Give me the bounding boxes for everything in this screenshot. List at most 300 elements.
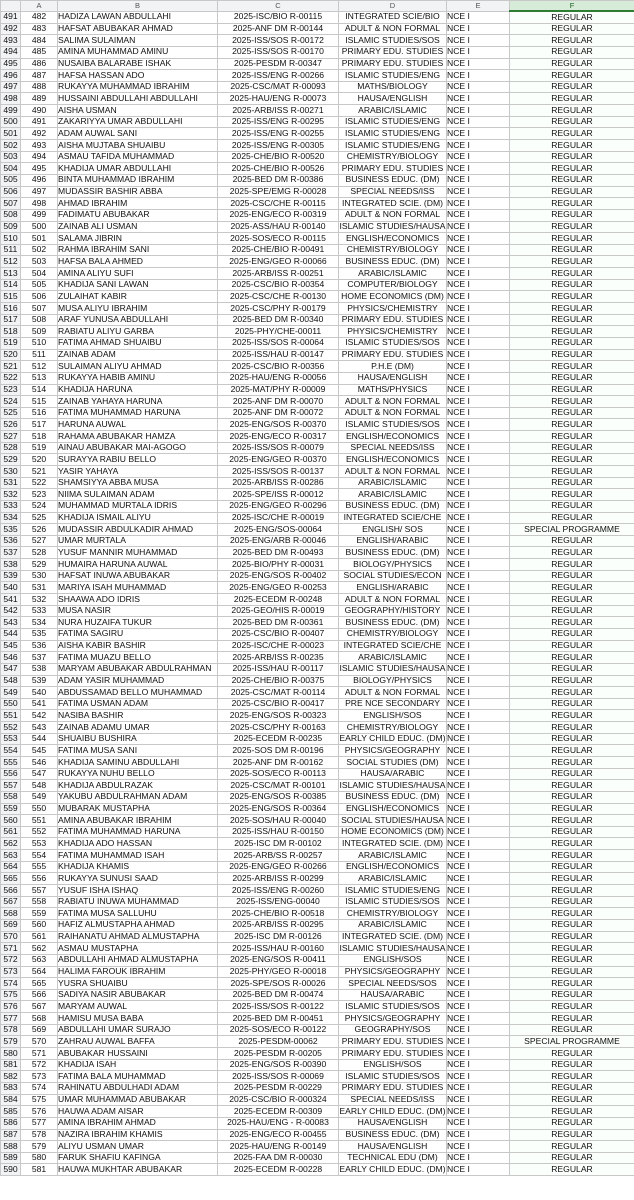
- row-number-header[interactable]: 511: [1, 244, 21, 256]
- name-cell[interactable]: ASMAU MUSTAPHA: [58, 943, 218, 955]
- name-cell[interactable]: HARUNA AUWAL: [58, 419, 218, 431]
- name-cell[interactable]: NUSAIBA BALARABE ISHAK: [58, 58, 218, 70]
- serial-cell[interactable]: 510: [21, 337, 58, 349]
- row-number-header[interactable]: 569: [1, 919, 21, 931]
- programme-cell[interactable]: REGULAR: [510, 442, 634, 454]
- row-number-header[interactable]: 574: [1, 978, 21, 990]
- row-number-header[interactable]: 523: [1, 384, 21, 396]
- course-cell[interactable]: ARABIC/ISLAMIC: [339, 105, 447, 117]
- course-cell[interactable]: ISLAMIC STUDIES/SOS: [339, 337, 447, 349]
- course-cell[interactable]: ISLAMIC STUDIES/SOS: [339, 1071, 447, 1083]
- level-cell[interactable]: NCE I: [447, 105, 510, 117]
- name-cell[interactable]: FARUK SHAFIU KAFINGA: [58, 1152, 218, 1164]
- row-number-header[interactable]: 500: [1, 116, 21, 128]
- row-number-header[interactable]: 553: [1, 733, 21, 745]
- reg-number-cell[interactable]: 2025-ARB/ISS R-00235: [218, 652, 339, 664]
- course-cell[interactable]: BUSINESS EDUC. (DM): [339, 791, 447, 803]
- name-cell[interactable]: AISHA USMAN: [58, 105, 218, 117]
- row-number-header[interactable]: 504: [1, 163, 21, 175]
- row-number-header[interactable]: 570: [1, 931, 21, 943]
- programme-cell[interactable]: REGULAR: [510, 733, 634, 745]
- row-number-header[interactable]: 542: [1, 605, 21, 617]
- name-cell[interactable]: FATIMA MUHAMMAD HARUNA: [58, 826, 218, 838]
- course-cell[interactable]: ARABIC/ISLAMIC: [339, 489, 447, 501]
- reg-number-cell[interactable]: 2025-SPE/EMG R-00028: [218, 186, 339, 198]
- row-number-header[interactable]: 535: [1, 524, 21, 536]
- reg-number-cell[interactable]: 2025-ENG/GEO R-00296: [218, 500, 339, 512]
- serial-cell[interactable]: 552: [21, 826, 58, 838]
- row-number-header[interactable]: 547: [1, 663, 21, 675]
- row-number-header[interactable]: 506: [1, 186, 21, 198]
- reg-number-cell[interactable]: 2025-CSC/BIO R-00356: [218, 361, 339, 373]
- name-cell[interactable]: MUSA NASIR: [58, 605, 218, 617]
- serial-cell[interactable]: 567: [21, 1001, 58, 1013]
- programme-cell[interactable]: REGULAR: [510, 303, 634, 315]
- serial-cell[interactable]: 494: [21, 151, 58, 163]
- course-cell[interactable]: CHEMISTRY/BIOLOGY: [339, 628, 447, 640]
- programme-cell[interactable]: REGULAR: [510, 1048, 634, 1060]
- programme-cell[interactable]: REGULAR: [510, 954, 634, 966]
- name-cell[interactable]: FATIMA MUSA SANI: [58, 745, 218, 757]
- name-cell[interactable]: KHADIJA SANI LAWAN: [58, 279, 218, 291]
- name-cell[interactable]: HAFSAT ABUBAKAR AHMAD: [58, 23, 218, 35]
- row-number-header[interactable]: 519: [1, 337, 21, 349]
- name-cell[interactable]: ASMAU TAFIDA MUHAMMAD: [58, 151, 218, 163]
- name-cell[interactable]: NASIBA BASHIR: [58, 710, 218, 722]
- level-cell[interactable]: NCE I: [447, 1001, 510, 1013]
- course-cell[interactable]: INTEGRATED SCIE. (DM): [339, 931, 447, 943]
- level-cell[interactable]: NCE I: [447, 303, 510, 315]
- name-cell[interactable]: RUKAYYA NUHU BELLO: [58, 768, 218, 780]
- row-number-header[interactable]: 572: [1, 954, 21, 966]
- programme-cell[interactable]: REGULAR: [510, 151, 634, 163]
- reg-number-cell[interactable]: 2025-ISS/ENG R-00266: [218, 70, 339, 82]
- level-cell[interactable]: NCE I: [447, 58, 510, 70]
- row-number-header[interactable]: 502: [1, 140, 21, 152]
- course-cell[interactable]: ARABIC/ISLAMIC: [339, 652, 447, 664]
- reg-number-cell[interactable]: 2025-ENG/SOS R-00402: [218, 570, 339, 582]
- row-number-header[interactable]: 525: [1, 407, 21, 419]
- programme-cell[interactable]: REGULAR: [510, 1024, 634, 1036]
- serial-cell[interactable]: 568: [21, 1013, 58, 1025]
- reg-number-cell[interactable]: 2025-ISS/SOS R-00172: [218, 35, 339, 47]
- name-cell[interactable]: AISHA MUJTABA SHUAIBU: [58, 140, 218, 152]
- serial-cell[interactable]: 484: [21, 35, 58, 47]
- serial-cell[interactable]: 549: [21, 791, 58, 803]
- reg-number-cell[interactable]: 2025-SOS/ECO R-00122: [218, 1024, 339, 1036]
- course-cell[interactable]: PRIMARY EDU. STUDIES: [339, 349, 447, 361]
- serial-cell[interactable]: 505: [21, 279, 58, 291]
- programme-cell[interactable]: REGULAR: [510, 233, 634, 245]
- row-number-header[interactable]: 521: [1, 361, 21, 373]
- course-cell[interactable]: ADULT & NON FORMAL: [339, 687, 447, 699]
- programme-cell[interactable]: REGULAR: [510, 419, 634, 431]
- reg-number-cell[interactable]: 2025-SPE/SOS R-00026: [218, 978, 339, 990]
- reg-number-cell[interactable]: 2025-ECEDM R-00248: [218, 594, 339, 606]
- row-number-header[interactable]: 492: [1, 23, 21, 35]
- row-number-header[interactable]: 518: [1, 326, 21, 338]
- reg-number-cell[interactable]: 2025-ECEDM R-00235: [218, 733, 339, 745]
- programme-cell[interactable]: REGULAR: [510, 1094, 634, 1106]
- programme-cell[interactable]: REGULAR: [510, 559, 634, 571]
- level-cell[interactable]: NCE I: [447, 465, 510, 477]
- level-cell[interactable]: NCE I: [447, 873, 510, 885]
- programme-cell[interactable]: REGULAR: [510, 978, 634, 990]
- name-cell[interactable]: HAFSA HASSAN ADO: [58, 70, 218, 82]
- level-cell[interactable]: NCE I: [447, 628, 510, 640]
- level-cell[interactable]: NCE I: [447, 512, 510, 524]
- course-cell[interactable]: GEOGRAPHY/SOS: [339, 1024, 447, 1036]
- name-cell[interactable]: MUHAMMAD MURTALA IDRIS: [58, 500, 218, 512]
- programme-cell[interactable]: REGULAR: [510, 349, 634, 361]
- programme-cell[interactable]: REGULAR: [510, 23, 634, 35]
- reg-number-cell[interactable]: 2025-ISS/HAU R-00150: [218, 826, 339, 838]
- programme-cell[interactable]: REGULAR: [510, 570, 634, 582]
- level-cell[interactable]: NCE I: [447, 733, 510, 745]
- reg-number-cell[interactable]: 2025-ENG/ECO R-00319: [218, 209, 339, 221]
- name-cell[interactable]: MUBARAK MUSTAPHA: [58, 803, 218, 815]
- serial-cell[interactable]: 546: [21, 757, 58, 769]
- programme-cell[interactable]: REGULAR: [510, 722, 634, 734]
- reg-number-cell[interactable]: 2025-CSC/BIO R-00417: [218, 698, 339, 710]
- name-cell[interactable]: RABIATU INUWA MUHAMMAD: [58, 896, 218, 908]
- serial-cell[interactable]: 485: [21, 46, 58, 58]
- programme-cell[interactable]: REGULAR: [510, 547, 634, 559]
- name-cell[interactable]: ABDUSSAMAD BELLO MUHAMMAD: [58, 687, 218, 699]
- course-cell[interactable]: PRIMARY EDU. STUDIES: [339, 58, 447, 70]
- programme-cell[interactable]: REGULAR: [510, 931, 634, 943]
- level-cell[interactable]: NCE I: [447, 652, 510, 664]
- level-cell[interactable]: NCE I: [447, 838, 510, 850]
- level-cell[interactable]: NCE I: [447, 431, 510, 443]
- serial-cell[interactable]: 581: [21, 1164, 58, 1176]
- name-cell[interactable]: BINTA MUHAMMAD IBRAHIM: [58, 174, 218, 186]
- programme-cell[interactable]: REGULAR: [510, 943, 634, 955]
- reg-number-cell[interactable]: 2025-ARB/ISS R-00286: [218, 477, 339, 489]
- programme-cell[interactable]: REGULAR: [510, 628, 634, 640]
- name-cell[interactable]: YASIR YAHAYA: [58, 465, 218, 477]
- course-cell[interactable]: PHYSICS/GEOGRAPHY: [339, 966, 447, 978]
- row-number-header[interactable]: 558: [1, 791, 21, 803]
- level-cell[interactable]: NCE I: [447, 244, 510, 256]
- programme-cell[interactable]: REGULAR: [510, 989, 634, 1001]
- reg-number-cell[interactable]: 2025-ISS/SOS R-00137: [218, 465, 339, 477]
- serial-cell[interactable]: 526: [21, 524, 58, 536]
- reg-number-cell[interactable]: 2025-HAU/ENG R-00073: [218, 93, 339, 105]
- name-cell[interactable]: ADAM AUWAL SANI: [58, 128, 218, 140]
- reg-number-cell[interactable]: 2025-PESDM R-00347: [218, 58, 339, 70]
- row-number-header[interactable]: 583: [1, 1082, 21, 1094]
- course-cell[interactable]: SPECIAL NEEDS/ISS: [339, 186, 447, 198]
- programme-cell[interactable]: REGULAR: [510, 361, 634, 373]
- programme-cell[interactable]: REGULAR: [510, 1082, 634, 1094]
- course-cell[interactable]: SPECIAL NEEDS/SOS: [339, 978, 447, 990]
- name-cell[interactable]: KHADIJA UMAR ABDULLAHI: [58, 163, 218, 175]
- programme-cell[interactable]: REGULAR: [510, 1001, 634, 1013]
- level-cell[interactable]: NCE I: [447, 1164, 510, 1176]
- programme-cell[interactable]: REGULAR: [510, 652, 634, 664]
- name-cell[interactable]: RUKAYYA HABIB AMINU: [58, 372, 218, 384]
- name-cell[interactable]: MUDASSIR BASHIR ABBA: [58, 186, 218, 198]
- reg-number-cell[interactable]: 2025-CSC/MAT R-00101: [218, 780, 339, 792]
- name-cell[interactable]: YUSUF ISHA ISHAQ: [58, 885, 218, 897]
- row-number-header[interactable]: 513: [1, 268, 21, 280]
- serial-cell[interactable]: 564: [21, 966, 58, 978]
- course-cell[interactable]: INTEGRATED SCIE/BIO: [339, 11, 447, 23]
- programme-cell[interactable]: REGULAR: [510, 710, 634, 722]
- programme-cell[interactable]: REGULAR: [510, 198, 634, 210]
- row-number-header[interactable]: 573: [1, 966, 21, 978]
- reg-number-cell[interactable]: 2025-ISS/ENG R-00295: [218, 116, 339, 128]
- row-number-header[interactable]: 577: [1, 1013, 21, 1025]
- level-cell[interactable]: NCE I: [447, 279, 510, 291]
- name-cell[interactable]: RABIATU ALIYU GARBA: [58, 326, 218, 338]
- level-cell[interactable]: NCE I: [447, 1024, 510, 1036]
- serial-cell[interactable]: 565: [21, 978, 58, 990]
- level-cell[interactable]: NCE I: [447, 268, 510, 280]
- programme-cell[interactable]: REGULAR: [510, 11, 634, 23]
- serial-cell[interactable]: 560: [21, 919, 58, 931]
- row-number-header[interactable]: 590: [1, 1164, 21, 1176]
- reg-number-cell[interactable]: 2025-PHY/GEO R-00018: [218, 966, 339, 978]
- reg-number-cell[interactable]: 2025-ENG/SOS-00064: [218, 524, 339, 536]
- programme-cell[interactable]: REGULAR: [510, 803, 634, 815]
- reg-number-cell[interactable]: 2025-CHE/BIO R-00491: [218, 244, 339, 256]
- course-cell[interactable]: ISLAMIC STUDIES/ENG: [339, 70, 447, 82]
- course-cell[interactable]: ADULT & NON FORMAL: [339, 396, 447, 408]
- row-number-header[interactable]: 533: [1, 500, 21, 512]
- serial-cell[interactable]: 522: [21, 477, 58, 489]
- serial-cell[interactable]: 499: [21, 209, 58, 221]
- row-number-header[interactable]: 508: [1, 209, 21, 221]
- name-cell[interactable]: FATIMA SAGIRU: [58, 628, 218, 640]
- serial-cell[interactable]: 533: [21, 605, 58, 617]
- name-cell[interactable]: MARYAM ABUBAKAR ABDULRAHMAN: [58, 663, 218, 675]
- course-cell[interactable]: ENGLISH/ECONOMICS: [339, 861, 447, 873]
- programme-cell[interactable]: REGULAR: [510, 174, 634, 186]
- serial-cell[interactable]: 542: [21, 710, 58, 722]
- programme-cell[interactable]: REGULAR: [510, 873, 634, 885]
- row-number-header[interactable]: 534: [1, 512, 21, 524]
- reg-number-cell[interactable]: 2025-ARB/SS R-00257: [218, 850, 339, 862]
- row-number-header[interactable]: 580: [1, 1048, 21, 1060]
- level-cell[interactable]: NCE I: [447, 547, 510, 559]
- name-cell[interactable]: HAFSA BALA AHMED: [58, 256, 218, 268]
- course-cell[interactable]: ENGLISH/SOS: [339, 1059, 447, 1071]
- row-number-header[interactable]: 509: [1, 221, 21, 233]
- course-cell[interactable]: ISLAMIC STUDIES/SOS: [339, 419, 447, 431]
- level-cell[interactable]: NCE I: [447, 966, 510, 978]
- serial-cell[interactable]: 524: [21, 500, 58, 512]
- programme-cell[interactable]: REGULAR: [510, 128, 634, 140]
- reg-number-cell[interactable]: 2025-FAA DM R-00030: [218, 1152, 339, 1164]
- level-cell[interactable]: NCE I: [447, 419, 510, 431]
- name-cell[interactable]: FADIMATU ABUBAKAR: [58, 209, 218, 221]
- programme-cell[interactable]: REGULAR: [510, 966, 634, 978]
- serial-cell[interactable]: 531: [21, 582, 58, 594]
- row-number-header[interactable]: 494: [1, 46, 21, 58]
- name-cell[interactable]: FATIMA USMAN ADAM: [58, 698, 218, 710]
- level-cell[interactable]: NCE I: [447, 81, 510, 93]
- reg-number-cell[interactable]: 2025-PESDM R-00205: [218, 1048, 339, 1060]
- serial-cell[interactable]: 495: [21, 163, 58, 175]
- row-number-header[interactable]: 588: [1, 1141, 21, 1153]
- programme-cell[interactable]: REGULAR: [510, 372, 634, 384]
- reg-number-cell[interactable]: 2025-BED DM R-00386: [218, 174, 339, 186]
- course-cell[interactable]: PHYSICS/GEOGRAPHY: [339, 745, 447, 757]
- course-cell[interactable]: ENGLISH/ SOS: [339, 524, 447, 536]
- course-cell[interactable]: ISLAMIC STUDIES/ENG: [339, 885, 447, 897]
- reg-number-cell[interactable]: 2025-CHE/BIO R-00520: [218, 151, 339, 163]
- course-cell[interactable]: ISLAMIC STUDIES/SOS: [339, 896, 447, 908]
- reg-number-cell[interactable]: 2025-ENG/SOS R-00390: [218, 1059, 339, 1071]
- course-cell[interactable]: ARABIC/ISLAMIC: [339, 850, 447, 862]
- serial-cell[interactable]: 580: [21, 1152, 58, 1164]
- row-number-header[interactable]: 549: [1, 687, 21, 699]
- serial-cell[interactable]: 545: [21, 745, 58, 757]
- serial-cell[interactable]: 497: [21, 186, 58, 198]
- course-cell[interactable]: ENGLISH/ECONOMICS: [339, 233, 447, 245]
- serial-cell[interactable]: 556: [21, 873, 58, 885]
- name-cell[interactable]: MARIYA ISAH MUHAMMAD: [58, 582, 218, 594]
- name-cell[interactable]: MUDASSIR ABDULKADIR AHMAD: [58, 524, 218, 536]
- programme-cell[interactable]: REGULAR: [510, 640, 634, 652]
- serial-cell[interactable]: 571: [21, 1048, 58, 1060]
- course-cell[interactable]: ISLAMIC STUDIES/HAUSA: [339, 221, 446, 232]
- serial-cell[interactable]: 550: [21, 803, 58, 815]
- course-cell[interactable]: COMPUTER/BIOLOGY: [339, 279, 447, 291]
- name-cell[interactable]: HAUWA MUKHTAR ABUBAKAR: [58, 1164, 218, 1176]
- reg-number-cell[interactable]: 2025-CSC/MAT R-00114: [218, 687, 339, 699]
- programme-cell[interactable]: REGULAR: [510, 908, 634, 920]
- course-cell[interactable]: PHYSICS/CHEMISTRY: [339, 326, 447, 338]
- course-cell[interactable]: PRIMARY EDU. STUDIES: [339, 1048, 447, 1060]
- serial-cell[interactable]: 553: [21, 838, 58, 850]
- name-cell[interactable]: NAZIRA IBRAHIM KHAMIS: [58, 1129, 218, 1141]
- course-cell[interactable]: BUSINESS EDUC. (DM): [339, 547, 447, 559]
- reg-number-cell[interactable]: 2025-ARB/ISS R-00251: [218, 268, 339, 280]
- programme-cell[interactable]: REGULAR: [510, 617, 634, 629]
- course-cell[interactable]: EARLY CHILD EDUC. (DM): [339, 1163, 446, 1174]
- name-cell[interactable]: RUKAYYA MUHAMMAD IBRAHIM: [58, 81, 218, 93]
- course-cell[interactable]: BIOLOGY/PHYSICS: [339, 675, 447, 687]
- course-cell[interactable]: HAUSA/ENGLISH: [339, 1117, 447, 1129]
- row-number-header[interactable]: 545: [1, 640, 21, 652]
- course-cell[interactable]: GEOGRAPHY/HISTORY: [339, 605, 447, 617]
- level-cell[interactable]: NCE I: [447, 396, 510, 408]
- course-cell[interactable]: ARABIC/ISLAMIC: [339, 477, 447, 489]
- row-number-header[interactable]: 541: [1, 594, 21, 606]
- level-cell[interactable]: NCE I: [447, 582, 510, 594]
- programme-cell[interactable]: REGULAR: [510, 244, 634, 256]
- name-cell[interactable]: AMINA IBRAHIM AHMAD: [58, 1117, 218, 1129]
- row-number-header[interactable]: 510: [1, 233, 21, 245]
- programme-cell[interactable]: REGULAR: [510, 861, 634, 873]
- row-number-header[interactable]: 538: [1, 559, 21, 571]
- reg-number-cell[interactable]: 2025-ECEDM R-00228: [218, 1164, 339, 1176]
- level-cell[interactable]: NCE I: [447, 384, 510, 396]
- level-cell[interactable]: NCE I: [447, 151, 510, 163]
- row-number-header[interactable]: 491: [1, 11, 21, 23]
- reg-number-cell[interactable]: 2025-ECEDM R-00309: [218, 1106, 339, 1118]
- serial-cell[interactable]: 527: [21, 535, 58, 547]
- programme-cell[interactable]: REGULAR: [510, 46, 634, 58]
- row-number-header[interactable]: 556: [1, 768, 21, 780]
- programme-cell[interactable]: REGULAR: [510, 93, 634, 105]
- course-cell[interactable]: ENGLISH/SOS: [339, 710, 447, 722]
- row-number-header[interactable]: 587: [1, 1129, 21, 1141]
- serial-cell[interactable]: 519: [21, 442, 58, 454]
- level-cell[interactable]: NCE I: [447, 314, 510, 326]
- level-cell[interactable]: NCE I: [447, 850, 510, 862]
- reg-number-cell[interactable]: 2025-ISS/SOS R-00069: [218, 1071, 339, 1083]
- serial-cell[interactable]: 570: [21, 1036, 58, 1048]
- level-cell[interactable]: NCE I: [447, 803, 510, 815]
- name-cell[interactable]: FATIMA BALA MUHAMMAD: [58, 1071, 218, 1083]
- reg-number-cell[interactable]: 2025-SPE/ISS R-00012: [218, 489, 339, 501]
- row-number-header[interactable]: 543: [1, 617, 21, 629]
- reg-number-cell[interactable]: 2025-ENG/ECO R-00455: [218, 1129, 339, 1141]
- reg-number-cell[interactable]: 2025-CHE/BIO R-00518: [218, 908, 339, 920]
- level-cell[interactable]: NCE I: [447, 198, 510, 210]
- course-cell[interactable]: P.H.E (DM): [339, 361, 447, 373]
- row-number-header[interactable]: 497: [1, 81, 21, 93]
- row-number-header[interactable]: 571: [1, 943, 21, 955]
- serial-cell[interactable]: 489: [21, 93, 58, 105]
- level-cell[interactable]: NCE I: [447, 1129, 510, 1141]
- level-cell[interactable]: NCE I: [447, 524, 510, 536]
- row-number-header[interactable]: 507: [1, 198, 21, 210]
- name-cell[interactable]: ABUBAKAR HUSSAINI: [58, 1048, 218, 1060]
- reg-number-cell[interactable]: 2025-PESDM R-00229: [218, 1082, 339, 1094]
- row-number-header[interactable]: 517: [1, 314, 21, 326]
- level-cell[interactable]: NCE I: [447, 896, 510, 908]
- programme-cell[interactable]: REGULAR: [510, 698, 634, 710]
- serial-cell[interactable]: 523: [21, 489, 58, 501]
- programme-cell[interactable]: REGULAR: [510, 465, 634, 477]
- programme-cell[interactable]: REGULAR: [510, 35, 634, 47]
- name-cell[interactable]: HAMISU MUSA BABA: [58, 1013, 218, 1025]
- level-cell[interactable]: NCE I: [447, 535, 510, 547]
- name-cell[interactable]: SURAYYA RABIU BELLO: [58, 454, 218, 466]
- programme-cell[interactable]: REGULAR: [510, 850, 634, 862]
- name-cell[interactable]: AMINA ALIYU SUFI: [58, 268, 218, 280]
- programme-cell[interactable]: REGULAR: [510, 896, 634, 908]
- reg-number-cell[interactable]: 2025-ANF DM R-00144: [218, 23, 339, 35]
- serial-cell[interactable]: 558: [21, 896, 58, 908]
- name-cell[interactable]: RAHINATU ABDULHADI ADAM: [58, 1082, 218, 1094]
- row-number-header[interactable]: 548: [1, 675, 21, 687]
- programme-cell[interactable]: REGULAR: [510, 838, 634, 850]
- name-cell[interactable]: HALIMA FAROUK IBRAHIM: [58, 966, 218, 978]
- programme-cell[interactable]: REGULAR: [510, 512, 634, 524]
- course-cell[interactable]: ARABIC/ISLAMIC: [339, 919, 447, 931]
- level-cell[interactable]: NCE I: [447, 93, 510, 105]
- programme-cell[interactable]: REGULAR: [510, 919, 634, 931]
- programme-cell[interactable]: REGULAR: [510, 1141, 634, 1153]
- level-cell[interactable]: NCE I: [447, 489, 510, 501]
- row-number-header[interactable]: 559: [1, 803, 21, 815]
- level-cell[interactable]: NCE I: [447, 1141, 510, 1153]
- row-number-header[interactable]: 531: [1, 477, 21, 489]
- programme-cell[interactable]: REGULAR: [510, 163, 634, 175]
- name-cell[interactable]: AMINA ABUBAKAR IBRAHIM: [58, 815, 218, 827]
- row-number-header[interactable]: 499: [1, 105, 21, 117]
- name-cell[interactable]: UMAR MURTALA: [58, 535, 218, 547]
- name-cell[interactable]: ABDULLAHI UMAR SURAJO: [58, 1024, 218, 1036]
- course-cell[interactable]: ISLAMIC STUDIES/HAUSA: [339, 779, 446, 790]
- reg-number-cell[interactable]: 2025-ISS/ENG-00040: [218, 896, 339, 908]
